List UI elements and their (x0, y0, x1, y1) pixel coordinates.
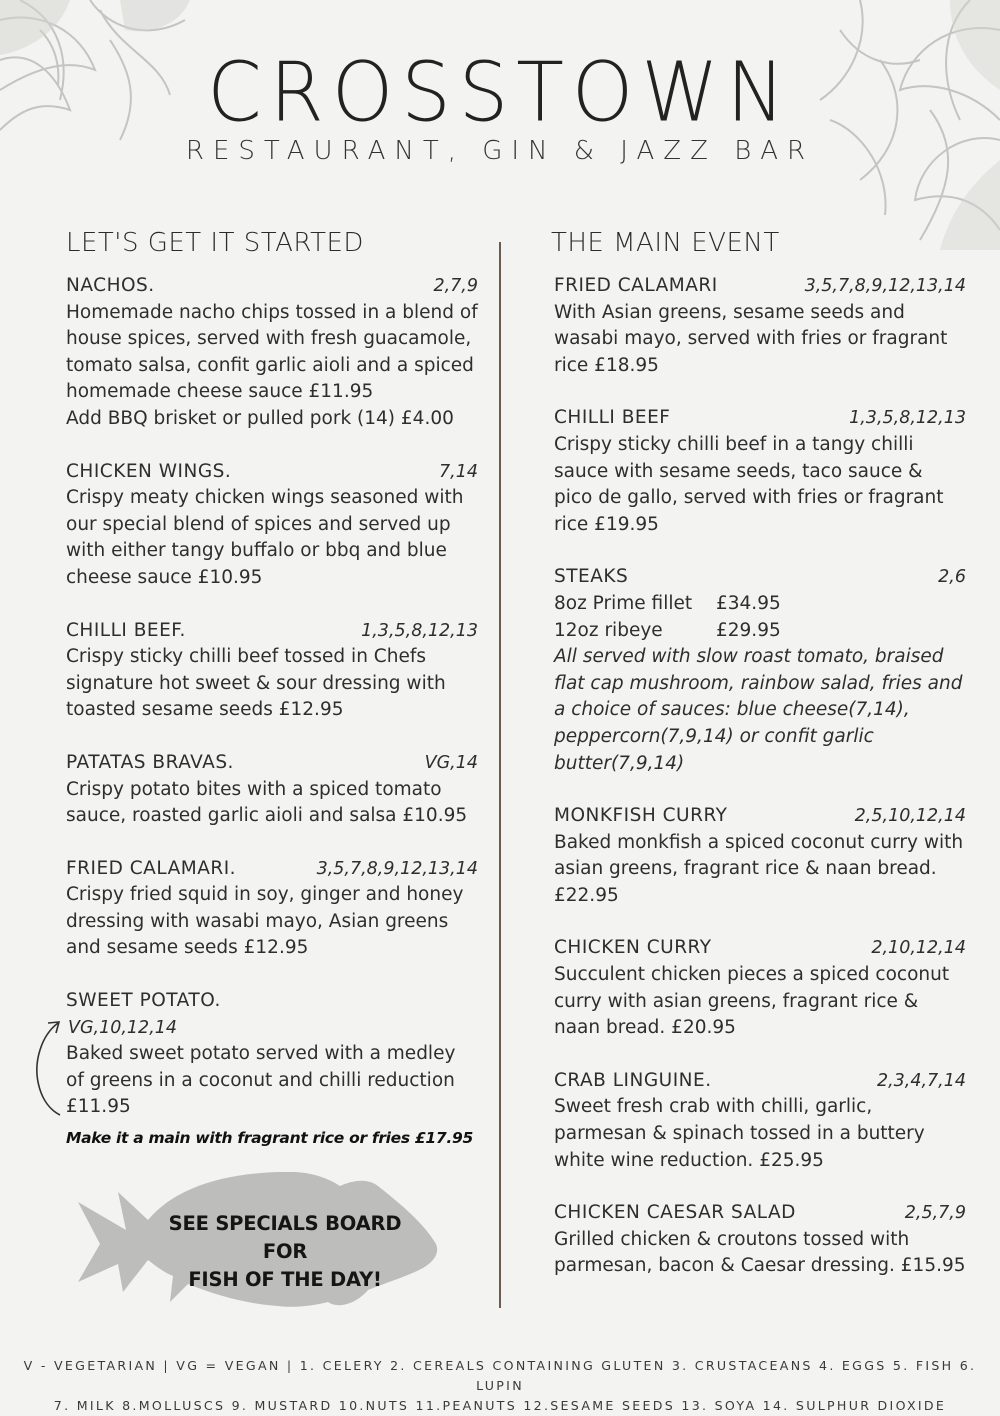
item-description: Crispy potato bites with a spiced tomato sauce, roasted garlic aioli and salsa £10.95 (66, 778, 468, 827)
steak-cut: 8oz Prime fillet (554, 592, 693, 614)
steak-price: £29.95 (716, 619, 781, 641)
menu-item (66, 750, 478, 830)
item-name: STEAKS (554, 566, 629, 588)
item-name: PATATAS BRAVAS. (66, 751, 234, 773)
steak-cut: 12oz ribeye (554, 619, 663, 641)
menu-item (66, 618, 478, 724)
item-name: NACHOS. (66, 275, 155, 296)
item-promo: Make it a main with fragrant rice or fries £17.95 (66, 1129, 473, 1148)
item-name: MONKFISH CURRY (554, 805, 728, 827)
menu-item (554, 405, 966, 538)
item-name: SWEET POTATO. (66, 990, 221, 1012)
allergen-legend-line2: 7. MILK 8.MOLLUSCS 9. MUSTARD 10.NUTS 11.PEANUTS 12.SESAME SEEDS 13. SOYA 14. SULPHUR DIOXIDE (53, 1398, 947, 1413)
mains-column (554, 273, 966, 1306)
item-name: CHICKEN WINGS. (66, 460, 232, 482)
item-allergens: 2,5,10,12,14 (854, 806, 966, 827)
item-description: Grilled chicken & croutons tossed with parmesan, bacon & Caesar dressing. £15.95 (554, 1228, 966, 1277)
item-allergens: 7,14 (439, 461, 478, 482)
curved-arrow-icon (30, 1015, 70, 1125)
header (0, 45, 1000, 166)
brand-title: CROSSTOWN (207, 45, 793, 141)
item-name: CHICKEN CURRY (554, 937, 712, 959)
mains-title: THE MAIN EVENT (551, 228, 780, 258)
item-allergens: 2,6 (938, 567, 966, 588)
menu-item (554, 1068, 966, 1174)
item-allergens: 1,3,5,8,12,13 (361, 620, 478, 641)
item-description: Succulent chicken pieces a spiced coconut curry with asian greens, fragrant rice & naan bread. £20.95 (554, 964, 950, 1039)
item-description: Baked sweet potato served with a medley of greens in a coconut and chilli reduction £11.95 (66, 1043, 456, 1118)
item-name: FRIED CALAMARI. (66, 857, 237, 879)
item-description: Crispy fried squid in soy, ginger and honey dressing with wasabi mayo, Asian greens and sesame seeds £12.95 (66, 884, 464, 959)
item-allergens: VG,10,12,14 (68, 1017, 178, 1038)
menu-item (554, 803, 966, 909)
item-allergens: 3,5,7,8,9,12,13,14 (804, 276, 966, 296)
item-name: CHILLI BEEF (554, 407, 671, 429)
menu-item (554, 935, 966, 1041)
item-note: All served with slow roast tomato, braised flat cap mushroom, rainbow salad, fries and a choice of sauces: blue cheese(7,14), peppercorn(7,9,14) or confit garlic butter(7,9,14) (554, 646, 963, 774)
specials-notice (150, 1210, 420, 1294)
menu-item (554, 1200, 966, 1280)
item-name: CHILLI BEEF. (66, 619, 186, 641)
item-extra: Add BBQ brisket or pulled pork (14) £4.00 (66, 407, 454, 429)
item-description: Crispy sticky chilli beef in a tangy chilli sauce with sesame seeds, taco sauce & pico de gallo, served with fries or fragrant rice £19.95 (554, 433, 944, 535)
item-description: Sweet fresh crab with chilli, garlic, parmesan & spinach tossed in a buttery white wine reduction. £25.95 (554, 1096, 925, 1171)
item-name: CHICKEN CAESAR SALAD (554, 1202, 796, 1224)
item-description: Crispy sticky chilli beef tossed in Chefs signature hot sweet & sour dressing with toasted sesame seeds £12.95 (66, 646, 446, 721)
column-divider (499, 242, 501, 1308)
allergen-legend (0, 1356, 1000, 1416)
item-description: Homemade nacho chips tossed in a blend of house spices, served with fresh guacamole, tomato salsa, confit garlic aioli and a spiced homemade cheese sauce £11.95 (66, 301, 478, 403)
item-allergens: VG,14 (424, 752, 478, 773)
item-allergens: 2,3,4,7,14 (876, 1070, 966, 1091)
item-description: Baked monkfish a spiced coconut curry with asian greens, fragrant rice & naan bread. £22.95 (554, 831, 964, 906)
specials-line2: FISH OF THE DAY! (188, 1268, 382, 1291)
starters-title: LET'S GET IT STARTED (66, 228, 364, 258)
steak-cut-row (554, 618, 966, 645)
starters-column (66, 273, 478, 1178)
steak-cut-row (554, 591, 966, 618)
item-name: CRAB LINGUINE. (554, 1069, 712, 1091)
menu-item (554, 273, 966, 379)
allergen-legend-line1: V - VEGETARIAN | VG = VEGAN | 1. CELERY 2. CEREALS CONTAINING GLUTEN 3. CRUSTACEANS 4. EGGS 5. FISH 6. LUPIN (23, 1358, 977, 1393)
item-name: FRIED CALAMARI (554, 275, 718, 296)
item-description: Crispy meaty chicken wings seasoned with our special blend of spices and served up with either tangy buffalo or bbq and blue cheese sauce £10.95 (66, 487, 464, 588)
item-allergens: 1,3,5,8,12,13 (849, 408, 966, 429)
menu-item (66, 459, 478, 592)
item-allergens: 2,5,7,9 (904, 1203, 966, 1224)
item-description: With Asian greens, sesame seeds and wasabi mayo, served with fries or fragrant rice £18.95 (554, 301, 948, 376)
specials-line1: SEE SPECIALS BOARD FOR (168, 1212, 402, 1263)
menu-item (554, 564, 966, 777)
item-allergens: 2,10,12,14 (871, 938, 966, 959)
item-allergens: 2,7,9 (433, 276, 478, 296)
menu-item (66, 856, 478, 962)
menu-item (66, 988, 478, 1152)
brand-tagline: RESTAURANT, GIN & JAZZ BAR (185, 136, 815, 166)
menu-item (66, 273, 478, 433)
steak-price: £34.95 (716, 592, 781, 614)
item-allergens: 3,5,7,8,9,12,13,14 (316, 858, 478, 879)
